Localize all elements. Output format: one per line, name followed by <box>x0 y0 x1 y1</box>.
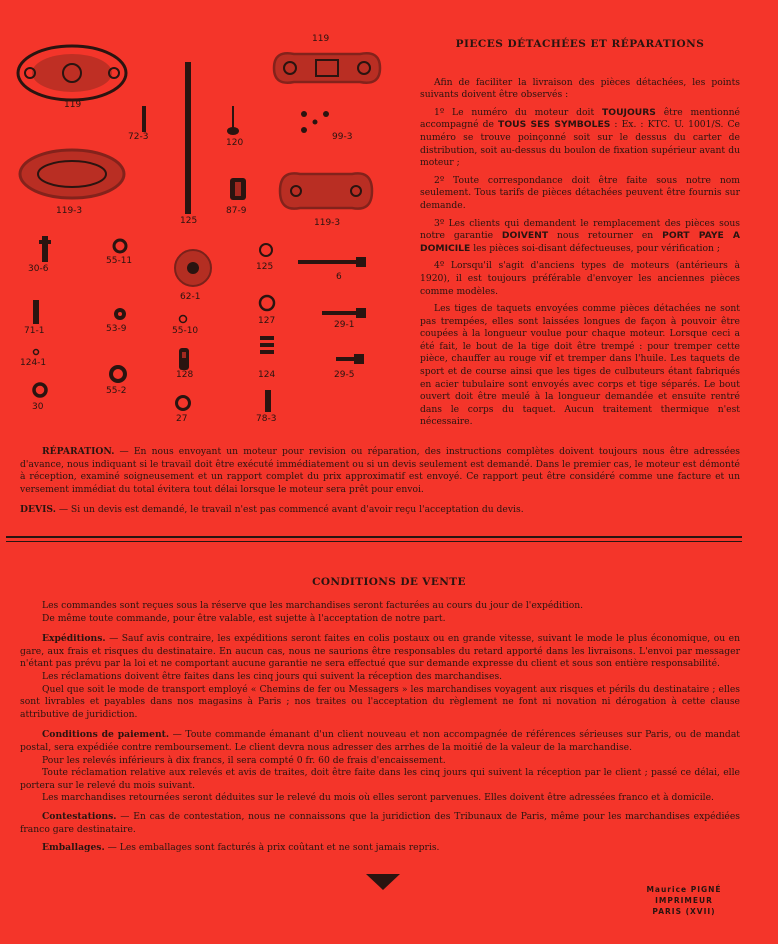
section-title: PIECES DÉTACHÉES ET RÉPARATIONS <box>455 38 705 50</box>
reparation-label: RÉPARATION. <box>42 446 115 457</box>
paragraph: De même toute commande, pour être valable, est sujette à l'acceptation de notre part. <box>42 612 446 624</box>
part-label: 124 <box>258 370 276 380</box>
ring-illustration <box>174 394 192 412</box>
part-label: 71-1 <box>24 326 45 336</box>
paragraph: Les commandes sont reçues sous la réserve que les marchandises seront facturées au cours du jour de l'expédition. <box>42 600 584 611</box>
washer-illustration <box>112 306 128 322</box>
part-label: 127 <box>258 316 276 326</box>
divider <box>6 541 742 542</box>
part-label: 99-3 <box>332 132 353 142</box>
paragraph: Quel que soit le mode de transport employé « Chemins de fer ou Messagers » les marchandises voyagent aux risques et périls du destinataire ; elles sont livrables et payables dans nos magasins à Paris ; nos traites ou l'acceptation du règlement ne font ni novation ni dérogation à cette clause attributive de juridiction. <box>20 683 740 720</box>
paragraph: 4º Lorsqu'il s'agit d'anciens types de moteurs (antérieurs à 1920), il est toujours préférable d'envoyer les anciennes pièces comme modèles. <box>420 260 740 297</box>
printer-city: PARIS (XVII) <box>652 907 716 916</box>
part-label: 55-2 <box>106 386 127 396</box>
paragraph: 2º Toute correspondance doit être faite sous notre nom seulement. Tous tarifs de pièces détachées peuvent être fournis sur demande. <box>420 174 740 211</box>
part-label: 6 <box>336 272 342 282</box>
part-label: 120 <box>226 138 244 148</box>
triangle-ornament-icon <box>366 874 400 890</box>
small-ring-illustration <box>32 348 40 356</box>
part-label: 29-5 <box>334 370 355 380</box>
pushrod-illustration <box>182 62 194 214</box>
ring-illustration <box>112 238 128 254</box>
part-label: 124-1 <box>20 358 47 368</box>
rod-illustration <box>298 256 368 268</box>
flange-illustration <box>172 248 214 288</box>
paragraph: Les marchandises retournées seront déduites sur le relevé du mois où elles seront parvenues. Elles doivent être adressées franco et à domicile. <box>42 792 714 804</box>
part-label: 27 <box>176 414 188 424</box>
conditions-section <box>20 600 740 855</box>
ring-illustration <box>258 242 274 258</box>
devis-label: DEVIS. <box>20 504 56 515</box>
washer-set-illustration <box>296 108 336 138</box>
cylinder-cover-illustration <box>16 44 128 102</box>
part-label: 30-6 <box>28 264 49 274</box>
part-label: 29-1 <box>334 320 355 330</box>
part-label: 78-3 <box>256 414 277 424</box>
rocker-cover-illustration <box>276 166 376 216</box>
part-label: 119 <box>312 34 330 44</box>
part-label: 87-9 <box>226 206 247 216</box>
paragraph: Pour les relevés inférieurs à dix francs, il sera compté 0 fr. 60 de frais d'encaissement. <box>42 754 446 766</box>
part-label: 55-10 <box>172 326 199 336</box>
stud-illustration <box>38 236 52 262</box>
part-label: 128 <box>176 370 194 380</box>
pin-illustration <box>264 390 272 412</box>
part-label: 30 <box>32 402 44 412</box>
ring-illustration <box>108 364 128 384</box>
cotter-illustration <box>176 348 192 370</box>
part-label: 119-3 <box>314 218 341 228</box>
small-ring-illustration <box>178 314 188 324</box>
paragraph: Toute réclamation relative aux relevés et avis de traites, doit être faite dans les cinq jours qui suivent la réception par le client ; passé ce délai, elle portera sur le relevé du mois suivant. <box>20 767 740 791</box>
part-label: 72-3 <box>128 132 149 142</box>
paragraph: Les tiges de taquets envoyées comme pièces détachées ne sont pas trempées, elles sont laissées longues de façon à pouvoir être coupées à la longueur voulue pour chaque moteur. Lorsque ceci a été fait, le bout de la tige doit être trempé : pour tremper cette pièce, chauffer au rouge vif et tremper dans l'huile. Les taquets de sport et de course ainsi que les tiges de culbuteurs étant fabriqués en acier tubulaire sont envoyés avec corps et tige séparés. Le bout ouvert doit être meulé à la longueur demandée et ensuite rentré dans le corps du taquet. Aucun traitement thermique n'est nécessaire. <box>420 303 740 428</box>
conditions-title: CONDITIONS DE VENTE <box>312 576 466 588</box>
printer-mark <box>620 884 748 917</box>
devis-section <box>20 504 740 517</box>
valve-illustration <box>226 106 240 138</box>
paragraph: Emballages. — Les emballages sont facturés à prix coûtant et ne sont jamais repris. <box>42 842 440 854</box>
pin-illustration <box>32 300 40 324</box>
bolt-illustration <box>336 354 366 364</box>
part-label: 55-11 <box>106 256 133 266</box>
cylinder-cover-illustration <box>18 148 126 200</box>
part-label: 53-9 <box>106 324 127 334</box>
divider <box>6 536 742 538</box>
parts-illustration <box>0 30 410 430</box>
paragraph: Conditions de paiement. — Toute commande émanant d'un client nouveau et non accompagnée de références sérieuses sur Paris, ou de mandat postal, sera expédiée contre remboursement. Le client devra nous adresser des arrhes de la moitié de la valeur de la marchandise. <box>20 729 740 753</box>
bolt-illustration <box>140 106 148 132</box>
part-label: 119 <box>64 100 82 110</box>
ring-illustration <box>32 382 48 398</box>
part-label: 62-1 <box>180 292 201 302</box>
spring-illustration <box>258 336 276 360</box>
rocker-box-illustration <box>268 44 386 92</box>
part-label: 119-3 <box>56 206 83 216</box>
reparation-section <box>20 446 740 496</box>
printer-name: Maurice PIGNÉ <box>646 885 722 894</box>
nut-illustration <box>228 176 248 202</box>
reparation-paragraph: RÉPARATION. — En nous envoyant un moteur pour revision ou réparation, des instructions complètes doivent toujours nous être adressées d'avance, nous indiquant si le travail doit être exécuté immédiatement ou si un devis seulement est demandé. Dans le premier cas, le moteur est démonté à réception, examiné soigneusement et un rapport complet du prix approximatif est envoyé. Ce rapport peut être considéré comme une facture et un versement immédiat du total évitera tout délai lorsque le moteur sera prêt pour envoi. <box>20 446 740 495</box>
spare-parts-section <box>420 38 740 434</box>
paragraph: Afin de faciliter la livraison des pièces détachées, les points suivants doivent être observés : <box>420 76 740 101</box>
ring-illustration <box>258 294 276 312</box>
paragraph: 3º Les clients qui demandent le remplacement des pièces sous notre garantie DOIVENT nous retourner en PORT PAYE A DOMICILE les pièces soi-disant défectueuses, pour vérification ; <box>420 217 740 254</box>
paragraph: Expéditions. — Sauf avis contraire, les expéditions seront faites en colis postaux ou en grande vitesse, suivant le mode le plus économique, ou en gare, aux frais et risques du destinataire. En aucun cas, nous ne saurions être responsables du retard apporté dans les livraisons. L'envoi par messager n'étant pas prévu par la loi et ne comportant aucune garantie ne sera effectué que sur demande expresse du client et sous son entière responsabilité. <box>20 633 740 670</box>
paragraph: 1º Le numéro du moteur doit TOUJOURS être mentionné accompagné de TOUS SES SYMBOLES : Ex. : KTC. U. 1001/S. Ce numéro se trouve poinçonné soit sur le dessus du carter de distribution, soit au-dessus du boulon de fixation supérieur avant du moteur ; <box>420 106 740 169</box>
paragraph: Les réclamations doivent être faites dans les cinq jours qui suivent la réception des marchandises. <box>42 670 503 682</box>
part-label: 125 <box>256 262 274 272</box>
part-label: 125 <box>180 216 198 226</box>
printer-role: IMPRIMEUR <box>655 896 713 905</box>
paragraph: Contestations. — En cas de contestation, nous ne connaissons que la juridiction des Tribunaux de Paris, même pour les marchandises expédiées franco gare destinataire. <box>20 810 740 835</box>
devis-paragraph: DEVIS. — Si un devis est demandé, le travail n'est pas commencé avant d'avoir reçu l'acceptation du devis. <box>20 504 524 515</box>
bolt-illustration <box>322 308 368 318</box>
